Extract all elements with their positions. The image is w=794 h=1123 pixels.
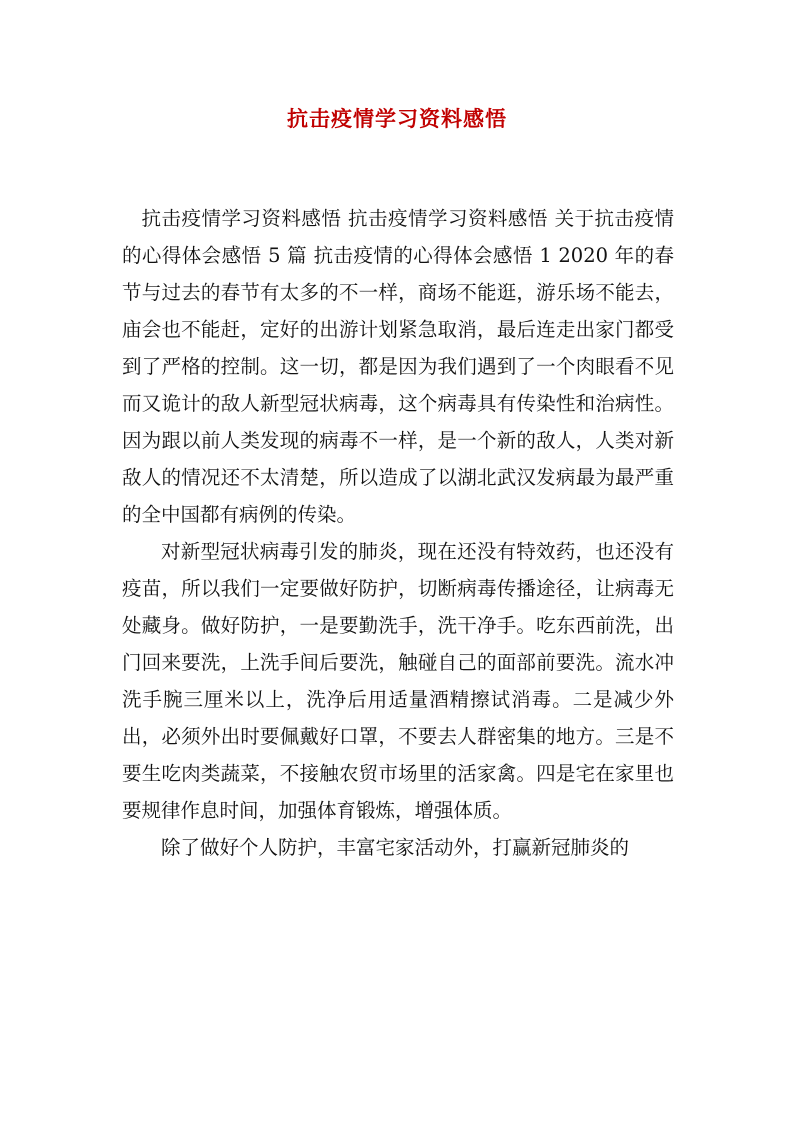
document-title: 抗击疫情学习资料感悟 bbox=[287, 106, 507, 131]
paragraph-1: 抗击疫情学习资料感悟 抗击疫情学习资料感悟 关于抗击疫情的心得体会感悟 5 篇 抗击疫情的心得体会感悟 1 2020 年的春节与过去的春节有太多的不一样，商场不能逛，游乐场不能去，庙会也不能赶，定好的出游计划紧急取消，最后连走出家门都受到了严格的控制。这一切，都是因为我们遇到了一个肉眼看不见而又诡计的敌人新型冠状病毒，这个病毒具有传染性和治病性。因为跟以前人类发现的病毒不一样，是一个新的敌人，人类对新敌人的情况还不太清楚，所以造成了以湖北武汉发病最为最严重的全中国都有病例的传染。 bbox=[122, 207, 674, 526]
paragraph-2: 对新型冠状病毒引发的肺炎，现在还没有特效药，也还没有疫苗，所以我们一定要做好防护，切断病毒传播途径，让病毒无处藏身。做好防护，一是要勤洗手，洗干净手。吃东西前洗，出门回来要洗，上洗手间后要洗，触碰自己的面部前要洗。流水冲洗手腕三厘米以上，洗净后用适量酒精擦试消毒。二是减少外出，必须外出时要佩戴好口罩，不要去人群密集的地方。三是不要生吃肉类蔬菜，不接触农贸市场里的活家禽。四是宅在家里也要规律作息时间，加强体育锻炼，增强体质。 bbox=[122, 540, 674, 822]
document-body bbox=[122, 200, 674, 866]
paragraph-3: 除了做好个人防护，丰富宅家活动外，打赢新冠肺炎的 bbox=[161, 836, 630, 859]
